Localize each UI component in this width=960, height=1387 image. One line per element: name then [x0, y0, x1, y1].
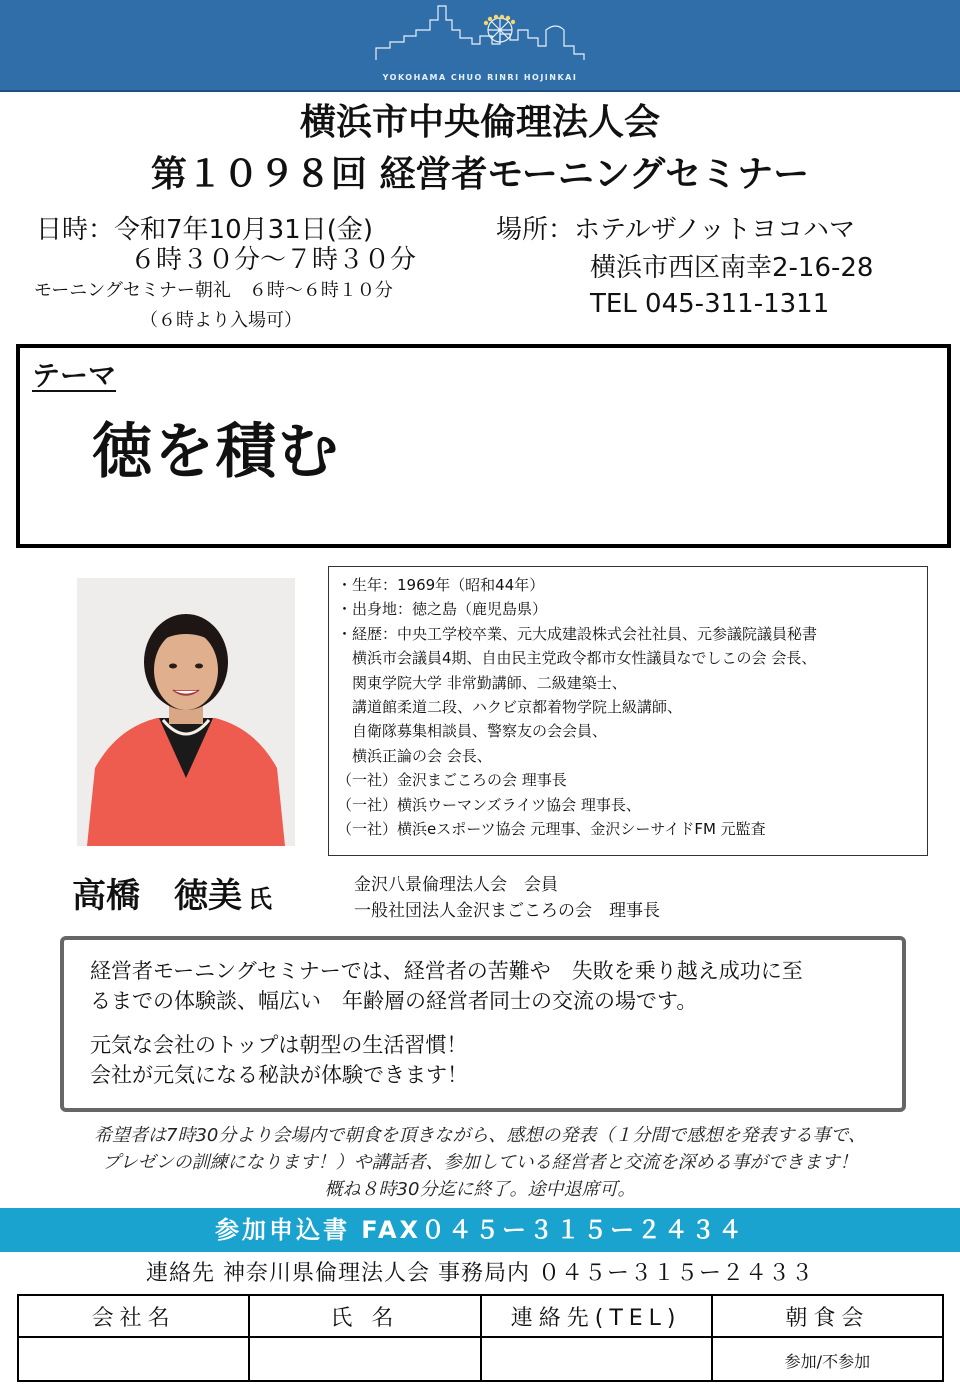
organization-title: 横浜市中央倫理法人会	[299, 102, 660, 143]
profile-line: 関東学院大学 非常勤講師、二級建築士、	[337, 673, 627, 692]
note-line: 概ね８時30分迄に終了。途中退席可。	[324, 1179, 636, 1200]
column-header-breakfast: 朝食会	[712, 1295, 943, 1337]
event-date: 日時：令和7年10月31日(金)	[36, 215, 373, 245]
description-line: 元気な会社のトップは朝型の生活習慣！	[90, 1033, 468, 1057]
profile-line: （一社）横浜ウーマンズライツ協会 理事長、	[337, 795, 641, 814]
speaker-name-block	[72, 868, 272, 917]
column-header-tel: 連絡先(TEL)	[481, 1295, 712, 1337]
column-header-name: 氏 名	[249, 1295, 480, 1337]
profile-line: ・出身地：徳之島（鹿児島県）	[337, 600, 548, 619]
yokohama-skyline-logo	[360, 0, 600, 72]
profile-line: ・経歴：中央工学校卒業、元大成建設株式会社社員、元参議院議員秘書	[337, 624, 818, 643]
description-line: 会社が元気になる秘訣が体験できます！	[90, 1063, 468, 1087]
header-banner	[0, 0, 960, 92]
column-header-company: 会社名	[18, 1295, 249, 1337]
table-header-row	[18, 1295, 943, 1337]
theme-box	[16, 344, 951, 548]
profile-line: 講道館柔道二段、ハクビ京都着物学院上級講師、	[337, 698, 683, 717]
banner-text: YOKOHAMA CHUO RINRI HOJINKAI	[382, 73, 578, 82]
venue-name: 場所：ホテルザノットヨコハマ	[496, 215, 856, 245]
speaker-photo	[77, 578, 295, 846]
venue-tel: TEL 045-311-1311	[590, 289, 830, 319]
breakfast-cell[interactable]: 参加/不参加	[712, 1337, 943, 1381]
note-line: プレゼンの訓練になります！）や講話者、参加している経営者と交流を深める事ができます！	[102, 1152, 858, 1173]
description-box	[60, 936, 906, 1112]
speaker-affiliation: 金沢八景倫理法人会 会員	[354, 875, 558, 895]
table-row	[18, 1337, 943, 1381]
entry-time: （６時より入場可）	[140, 310, 302, 331]
profile-line: （一社）金沢まごころの会 理事長	[337, 771, 567, 790]
event-time: ６時３０分～７時３０分	[130, 245, 417, 275]
note-line: 希望者は7時30分より会場内で朝食を頂きながら、感想の発表（１分間で感想を発表する事で、	[94, 1125, 866, 1146]
venue-address: 横浜市西区南幸2-16-28	[590, 253, 874, 283]
name-cell[interactable]	[249, 1337, 480, 1381]
application-form-table	[17, 1294, 944, 1382]
tel-cell[interactable]	[481, 1337, 712, 1381]
speaker-affiliations	[354, 872, 660, 924]
profile-line: 横浜正論の会 会長、	[337, 746, 492, 765]
breakfast-note	[0, 1122, 960, 1203]
fax-application-bar: 参加申込書 FAX０４５ー３１５ー２４３４	[0, 1208, 960, 1252]
profile-line: 横浜市会議員4期、自由民主党政令都市女性議員なでしこの会 会長、	[337, 649, 817, 668]
company-cell[interactable]	[18, 1337, 249, 1381]
profile-line: ・生年：1969年（昭和44年）	[337, 576, 545, 594]
speaker-name: 高橋 徳美	[72, 876, 242, 916]
speaker-honorific: 氏	[248, 885, 272, 913]
contact-line: 連絡先 神奈川県倫理法人会 事務局内 ０４５ー３１５ー２４３３	[146, 1261, 814, 1286]
theme-title: 徳を積む	[92, 417, 340, 487]
speaker-affiliation: 一般社団法人金沢まごころの会 理事長	[354, 901, 660, 921]
description-line: るまでの体験談、幅広い 年齢層の経営者同士の交流の場です。	[90, 989, 698, 1013]
chorei-time: モーニングセミナー朝礼 ６時～６時１０分	[34, 280, 393, 301]
theme-label: テーマ	[32, 359, 117, 392]
profile-line: 自衛隊募集相談員、警察友の会会員、	[337, 722, 608, 741]
profile-box	[328, 566, 928, 856]
profile-line: （一社）横浜eスポーツ協会 元理事、金沢シーサイドFM 元監査	[337, 820, 766, 839]
description-line: 経営者モーニングセミナーでは、経営者の苦難や 失敗を乗り越え成功に至	[90, 959, 803, 983]
seminar-title: 第１０９８回 経営者モーニングセミナー	[150, 154, 810, 195]
